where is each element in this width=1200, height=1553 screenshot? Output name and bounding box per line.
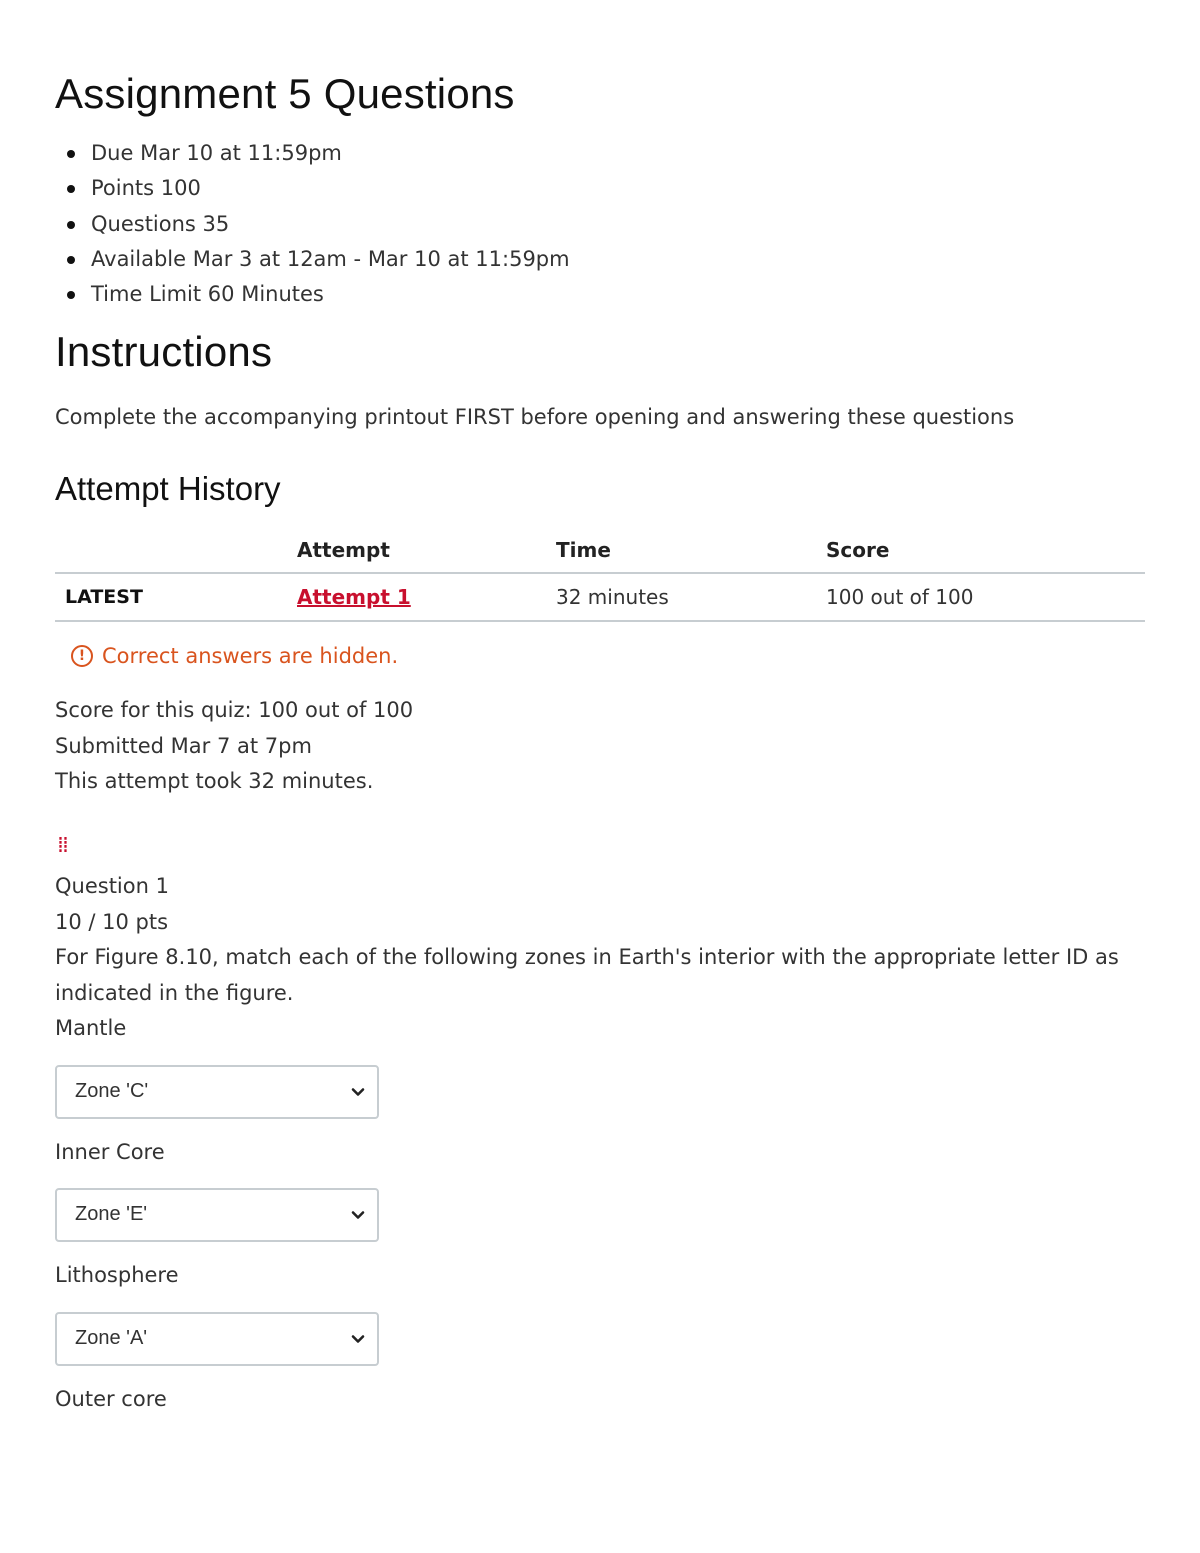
question-points: 10 / 10 pts — [55, 909, 169, 934]
question-title: Question 1 — [55, 874, 169, 898]
question-1 — [55, 835, 1125, 1417]
warning-circle-icon: ! — [71, 645, 93, 667]
instructions-heading: Instructions — [55, 328, 273, 375]
duration-text: This attempt took 32 minutes. — [55, 769, 374, 793]
quiz-score-text: Score for this quiz: 100 out of 100 — [55, 698, 414, 722]
selected-value: Zone 'C' — [75, 1079, 149, 1102]
answer-select-lithosphere[interactable] — [55, 1312, 379, 1366]
table-header-row — [55, 528, 1145, 573]
row-label-latest: LATEST — [55, 573, 285, 621]
meta-due: Due Mar 10 at 11:59pm — [55, 136, 570, 171]
match-label-outer-core: Outer core — [55, 1386, 167, 1411]
selected-value: Zone 'E' — [75, 1203, 148, 1226]
correct-answers-hidden-notice — [71, 644, 398, 668]
page-title: Assignment 5 Questions — [55, 70, 515, 117]
table-row — [55, 573, 1145, 621]
column-header-blank — [55, 528, 285, 573]
column-header-score: Score — [826, 528, 1145, 573]
column-header-attempt: Attempt — [285, 528, 556, 573]
notice-text: Correct answers are hidden. — [102, 644, 399, 668]
attempt-1-link[interactable]: Attempt 1 — [297, 585, 411, 609]
meta-available: Available Mar 3 at 12am - Mar 10 at 11:59pm — [55, 242, 570, 277]
submitted-text: Submitted Mar 7 at 7pm — [55, 733, 312, 758]
answer-select-mantle[interactable] — [55, 1065, 379, 1119]
assignment-meta-list — [55, 136, 570, 312]
meta-points: Points 100 — [55, 171, 570, 206]
instructions-text: Complete the accompanying printout FIRST before opening and answering these questions — [55, 405, 1015, 429]
chevron-down-icon — [351, 1085, 365, 1099]
attempt-history-table — [55, 528, 1145, 622]
quiz-summary — [55, 693, 413, 800]
answer-select-inner-core[interactable] — [55, 1188, 379, 1242]
drag-handle-icon[interactable]: ⁞⁞ — [57, 833, 67, 858]
chevron-down-icon — [351, 1332, 365, 1346]
meta-time-limit: Time Limit 60 Minutes — [55, 277, 570, 312]
meta-questions: Questions 35 — [55, 207, 570, 242]
attempt-history-heading: Attempt History — [55, 470, 281, 507]
column-header-time: Time — [556, 528, 826, 573]
match-label-lithosphere: Lithosphere — [55, 1263, 179, 1287]
attempt-cell — [285, 573, 556, 621]
time-cell: 32 minutes — [556, 573, 826, 621]
match-label-mantle: Mantle — [55, 1016, 127, 1040]
question-prompt: For Figure 8.10, match each of the following zones in Earth's interior with the appropriate letter ID as indicated in the figure. — [55, 945, 1119, 1005]
match-label-inner-core: Inner Core — [55, 1139, 165, 1164]
selected-value: Zone 'A' — [75, 1326, 148, 1349]
chevron-down-icon — [351, 1208, 365, 1222]
score-cell: 100 out of 100 — [826, 573, 1145, 621]
